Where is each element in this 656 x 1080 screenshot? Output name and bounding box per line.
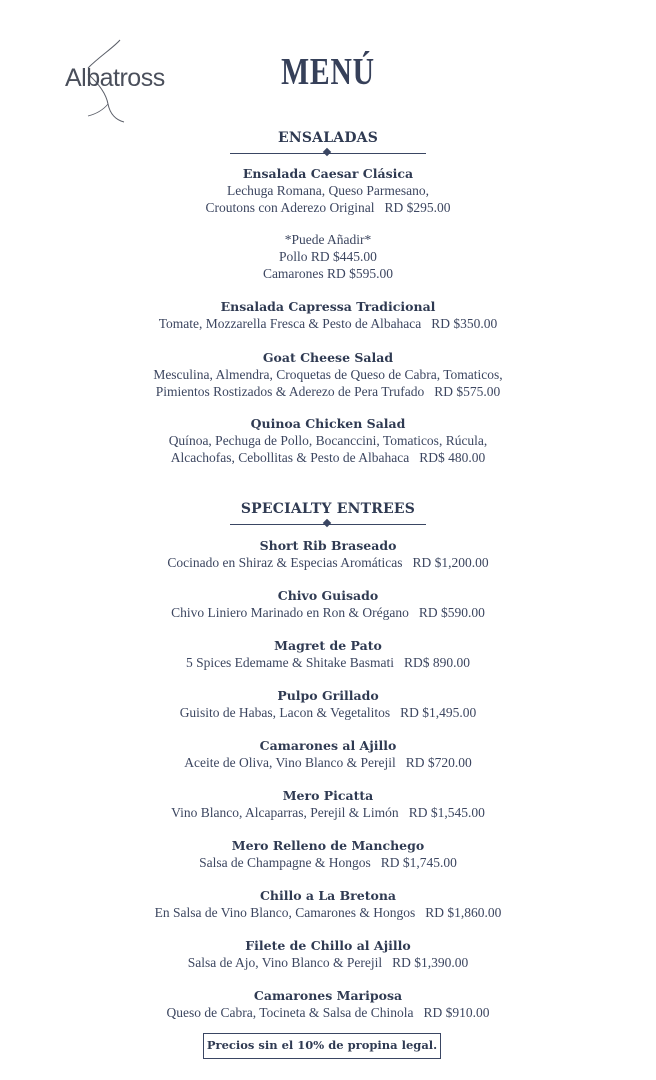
- menu-item: [0, 298, 656, 332]
- menu-item-description: [0, 231, 656, 248]
- menu-item-price: RD$ 890.00: [404, 655, 471, 670]
- menu-item-price: RD $720.00: [405, 755, 472, 770]
- menu-item-description: [0, 804, 656, 821]
- menu-item: [0, 231, 656, 248]
- menu-item-name: Magret de Pato: [274, 638, 382, 653]
- menu-item-description-text: Croutons con Aderezo Original: [205, 200, 375, 215]
- menu-item-name: Chillo a La Bretona: [259, 888, 397, 903]
- logo-text: Albatross: [65, 64, 165, 92]
- menu-item-name: Filete de Chillo al Ajillo: [245, 938, 411, 953]
- tip-notice: Precios sin el 10% de propina legal.: [203, 1033, 441, 1059]
- menu-item-description-text: Vino Blanco, Alcaparras, Perejil & Limón: [171, 805, 399, 820]
- menu-item-description-text: Camarones RD $595.00: [262, 266, 394, 281]
- section-divider: [230, 520, 426, 528]
- menu-item-description-text: Chivo Liniero Marinado en Ron & Orégano: [171, 605, 409, 620]
- divider-diamond-icon: [323, 519, 331, 527]
- section-heading-label: SPECIALTY ENTREES: [240, 501, 416, 517]
- menu-item-name: Camarones al Ajillo: [259, 738, 397, 753]
- menu-item-description: [0, 383, 656, 400]
- menu-item: [0, 415, 656, 466]
- menu-item-name: Ensalada Capressa Tradicional: [220, 299, 436, 314]
- section-divider: [230, 149, 426, 157]
- menu-item-description: [0, 704, 656, 721]
- section-heading: [0, 130, 656, 157]
- section-heading: [0, 501, 656, 528]
- menu-item-description: [0, 199, 656, 216]
- menu-item-description-text: Salsa de Ajo, Vino Blanco & Perejil: [187, 955, 383, 970]
- menu-item-description: [0, 854, 656, 871]
- menu-item-description: [0, 604, 656, 621]
- menu-item-description-text: Alcachofas, Cebollitas & Pesto de Albahaca: [170, 450, 410, 465]
- menu-item: [0, 937, 656, 971]
- menu-item-description: [0, 654, 656, 671]
- menu-item-description: [0, 754, 656, 771]
- menu-item-name: Quinoa Chicken Salad: [250, 416, 406, 431]
- menu-item-description-text: Salsa de Champagne & Hongos: [199, 855, 371, 870]
- menu-item-description-text: 5 Spices Edemame & Shitake Basmati: [185, 655, 395, 670]
- menu-item-price: RD $1,495.00: [400, 705, 477, 720]
- menu-item-price: RD $1,545.00: [408, 805, 485, 820]
- menu-item-description-text: Quínoa, Pechuga de Pollo, Bocanccini, Tomaticos, Rúcula,: [168, 433, 488, 448]
- menu-item-name: Ensalada Caesar Clásica: [242, 166, 414, 181]
- menu-item-name: Mero Relleno de Manchego: [231, 838, 425, 853]
- menu-item-description: [0, 449, 656, 466]
- menu-item-description-text: Queso de Cabra, Tocineta & Salsa de Chinola: [166, 1005, 414, 1020]
- menu-item-name: Short Rib Braseado: [259, 538, 397, 553]
- menu-item: [0, 637, 656, 671]
- menu-item-price: RD $350.00: [431, 316, 498, 331]
- menu-item-description-text: Cocinado en Shiraz & Especias Aromáticas: [167, 555, 403, 570]
- menu-item-description-text: Pimientos Rostizados & Aderezo de Pera Trufado: [155, 384, 425, 399]
- menu-item-description-text: Mesculina, Almendra, Croquetas de Queso de Cabra, Tomaticos,: [153, 367, 503, 382]
- menu-item: [0, 687, 656, 721]
- menu-item-description-text: Pollo RD $445.00: [279, 249, 377, 264]
- menu-item-name: Pulpo Grillado: [277, 688, 379, 703]
- divider-diamond-icon: [323, 148, 331, 156]
- menu-item-description-text: Tomate, Mozzarella Fresca & Pesto de Albahaca: [158, 316, 422, 331]
- menu-item-description-text: *Puede Añadir*: [284, 232, 372, 247]
- section-heading-label: ENSALADAS: [277, 130, 379, 146]
- page-title: MENÚ: [281, 51, 375, 93]
- menu-item-description: [0, 315, 656, 332]
- menu-item-description: [0, 1004, 656, 1021]
- menu-item-price: RD$ 480.00: [419, 450, 486, 465]
- menu-item: [0, 887, 656, 921]
- menu-item-description-text: Guisito de Habas, Lacon & Vegetalitos: [179, 705, 391, 720]
- menu-item-description: [0, 366, 656, 383]
- menu-item-price: RD $295.00: [384, 200, 451, 215]
- menu-item-price: RD $1,200.00: [412, 555, 489, 570]
- menu-item: [0, 737, 656, 771]
- menu-item-price: RD $1,745.00: [380, 855, 457, 870]
- menu-item: [0, 587, 656, 621]
- menu-item-description: [0, 248, 656, 265]
- menu-item-description-text: Aceite de Oliva, Vino Blanco & Perejil: [184, 755, 396, 770]
- menu-item: [0, 537, 656, 571]
- menu-item-description-text: Lechuga Romana, Queso Parmesano,: [226, 183, 430, 198]
- menu-item-name: Camarones Mariposa: [253, 988, 403, 1003]
- menu-item: [0, 165, 656, 216]
- menu-item-name: Goat Cheese Salad: [262, 350, 394, 365]
- menu-item-price: RD $575.00: [434, 384, 501, 399]
- menu-item-description: [0, 904, 656, 921]
- menu-item-description: [0, 182, 656, 199]
- menu-item: [0, 349, 656, 400]
- menu-item-price: RD $590.00: [418, 605, 485, 620]
- menu-item-price: RD $910.00: [423, 1005, 490, 1020]
- menu-item-description: [0, 432, 656, 449]
- menu-item-name: Chivo Guisado: [277, 588, 379, 603]
- menu-item-description: [0, 554, 656, 571]
- menu-item-description: [0, 265, 656, 282]
- menu-item: [0, 787, 656, 821]
- menu-item-price: RD $1,860.00: [425, 905, 502, 920]
- menu-item: [0, 248, 656, 282]
- menu-item: [0, 987, 656, 1021]
- menu-item-name: Mero Picatta: [282, 788, 374, 803]
- menu-item-description: [0, 954, 656, 971]
- menu-item: [0, 837, 656, 871]
- menu-item-price: RD $1,390.00: [392, 955, 469, 970]
- menu-item-description-text: En Salsa de Vino Blanco, Camarones & Hongos: [154, 905, 416, 920]
